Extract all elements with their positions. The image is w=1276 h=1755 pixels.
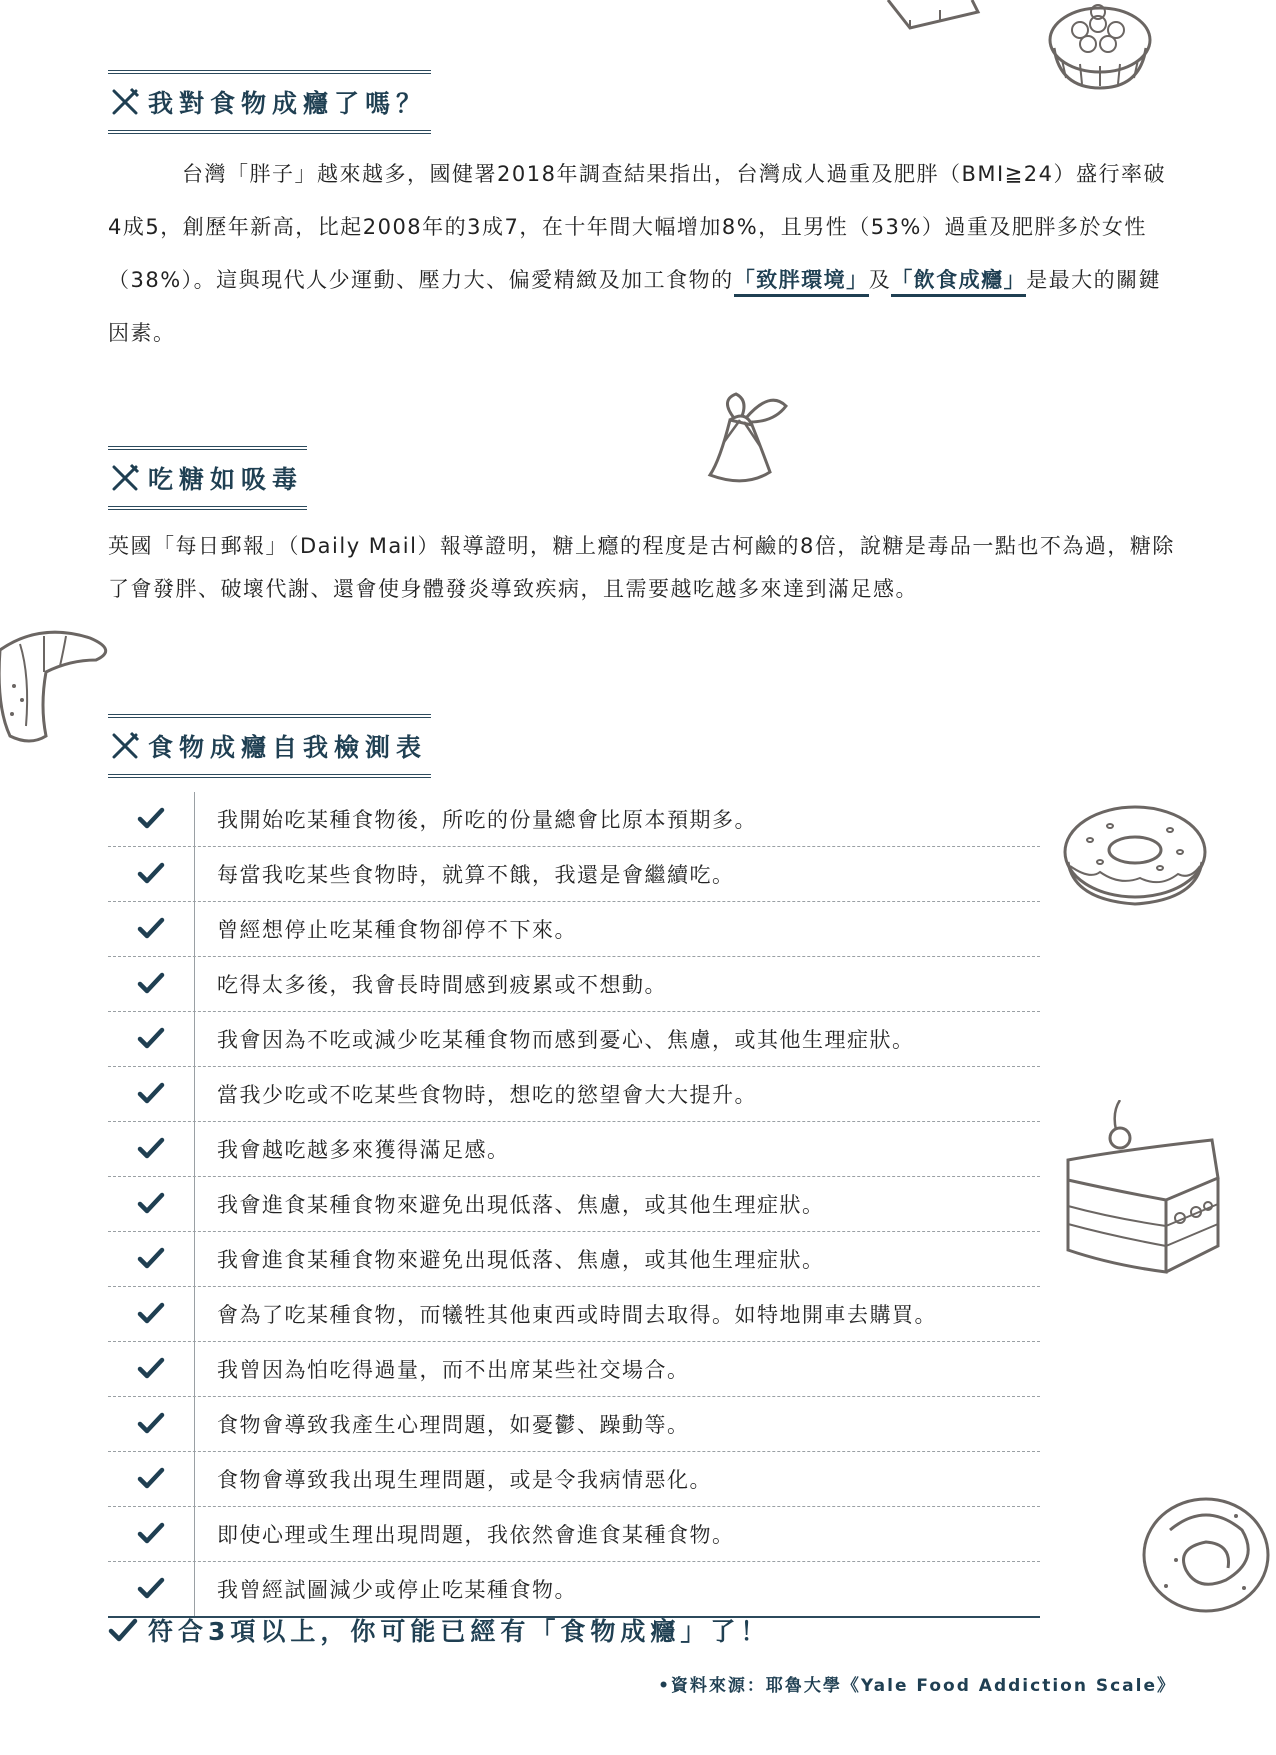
checklist-item [108, 1507, 1040, 1562]
checklist-item [108, 1232, 1040, 1287]
checklist-item [108, 1287, 1040, 1342]
highlight-food-addiction: 「飲食成癮」 [891, 268, 1026, 297]
checklist-item [108, 902, 1040, 957]
checklist-item-text: 我會因為不吃或減少吃某種食物而感到憂心、焦慮，或其他生理症狀。 [217, 1028, 915, 1052]
check-icon [108, 1287, 195, 1341]
check-icon [108, 1562, 195, 1616]
section-title-food-addiction [108, 70, 431, 134]
paragraph-text: 台灣「胖子」越來越多，國健署2018年調查結果指出，台灣成人過重及肥胖（BMI≧24）盛行率破4成5，創歷年新高，比起2008年的3成7，在十年間大幅增加8%，且男性（53%）過重及肥胖多於女性（38%）。這與現代人少運動、壓力大、偏愛精緻及加工食物的 [108, 162, 1166, 292]
checklist-item-text: 我曾經試圖減少或停止吃某種食物。 [217, 1578, 577, 1602]
checklist-item-text: 會為了吃某種食物，而犧牲其他東西或時間去取得。如特地開車去購買。 [217, 1303, 937, 1327]
fork-knife-icon [110, 87, 140, 117]
checklist-item [108, 1397, 1040, 1452]
check-icon [108, 792, 195, 846]
checklist-item [108, 1177, 1040, 1232]
paragraph-text: 及 [868, 268, 892, 292]
checklist-item [108, 1452, 1040, 1507]
checklist-item [108, 957, 1040, 1012]
checklist-item-text: 即使心理或生理出現問題，我依然會進食某種食物。 [217, 1523, 735, 1547]
donut-icon [1060, 800, 1210, 912]
check-icon [108, 957, 195, 1011]
sugar-paragraph: 英國「每日郵報」（Daily Mail）報導證明，糖上癮的程度是古柯鹼的8倍，說糖是毒品一點也不為過，糖除了會發胖、破壞代謝、還會使身體發炎導致疾病，且需要越吃越多來達到滿足感。 [108, 534, 1175, 601]
section-title-sugar [108, 446, 307, 510]
check-icon [108, 1232, 195, 1286]
section-title-text: 我對食物成癮了嗎？ [148, 89, 428, 118]
check-icon [108, 1067, 195, 1121]
check-icon [108, 1618, 138, 1644]
checklist-item-text: 當我少吃或不吃某些食物時，想吃的慾望會大大提升。 [217, 1083, 757, 1107]
fork-knife-icon [110, 731, 140, 761]
checklist-item-text: 食物會導致我產生心理問題，如憂鬱、躁動等。 [217, 1413, 690, 1437]
croissant-icon [0, 626, 115, 746]
layer-cake-icon [1062, 1100, 1226, 1285]
self-test-checklist [108, 792, 1040, 1618]
checklist-item [108, 1562, 1040, 1616]
candy-bag-icon [690, 380, 800, 490]
checklist-item [108, 1067, 1040, 1122]
check-icon [108, 1452, 195, 1506]
checklist-item-text: 我曾因為怕吃得過量，而不出席某些社交場合。 [217, 1358, 690, 1382]
check-icon [108, 1012, 195, 1066]
check-icon [108, 1507, 195, 1561]
check-icon [108, 1397, 195, 1451]
check-icon [108, 847, 195, 901]
highlight-obesogenic-environment: 「致胖環境」 [734, 268, 869, 297]
section-title-text: 食物成癮自我檢測表 [148, 733, 428, 762]
checklist-item [108, 792, 1040, 847]
checklist-item-text: 我開始吃某種食物後，所吃的份量總會比原本預期多。 [217, 808, 757, 832]
conclusion-text [108, 1612, 770, 1648]
checklist-item-text: 我會越吃越多來獲得滿足感。 [217, 1138, 510, 1162]
pretzel-icon [1136, 1490, 1276, 1620]
checklist-item [108, 1012, 1040, 1067]
checklist-item [108, 847, 1040, 902]
checklist-item-text: 每當我吃某些食物時，就算不餓，我還是會繼續吃。 [217, 863, 735, 887]
fork-knife-icon [110, 463, 140, 493]
check-icon [108, 1122, 195, 1176]
paragraph-text: 是最大的關鍵因素。 [108, 268, 1162, 345]
section-title-self-test [108, 714, 431, 778]
checklist-item-text: 吃得太多後，我會長時間感到疲累或不想動。 [217, 973, 667, 997]
check-icon [108, 1177, 195, 1231]
checklist-item-text: 我會進食某種食物來避免出現低落、焦慮，或其他生理症狀。 [217, 1248, 825, 1272]
tart-icon [1040, 0, 1160, 92]
checklist-item [108, 1122, 1040, 1177]
check-icon [108, 902, 195, 956]
section-title-text: 吃糖如吸毒 [148, 465, 304, 494]
cake-slice-icon [880, 0, 990, 34]
checklist-item-text: 曾經想停止吃某種食物卻停不下來。 [217, 918, 577, 942]
checklist-item-text: 我會進食某種食物來避免出現低落、焦慮，或其他生理症狀。 [217, 1193, 825, 1217]
conclusion-label: 符合3項以上，你可能已經有「食物成癮」了！ [148, 1617, 771, 1646]
source-citation: •資料來源：耶魯大學《Yale Food Addiction Scale》 [658, 1676, 1176, 1696]
check-icon [108, 1342, 195, 1396]
checklist-item [108, 1342, 1040, 1397]
checklist-item-text: 食物會導致我出現生理問題，或是令我病情惡化。 [217, 1468, 712, 1492]
intro-paragraph [108, 148, 1178, 360]
